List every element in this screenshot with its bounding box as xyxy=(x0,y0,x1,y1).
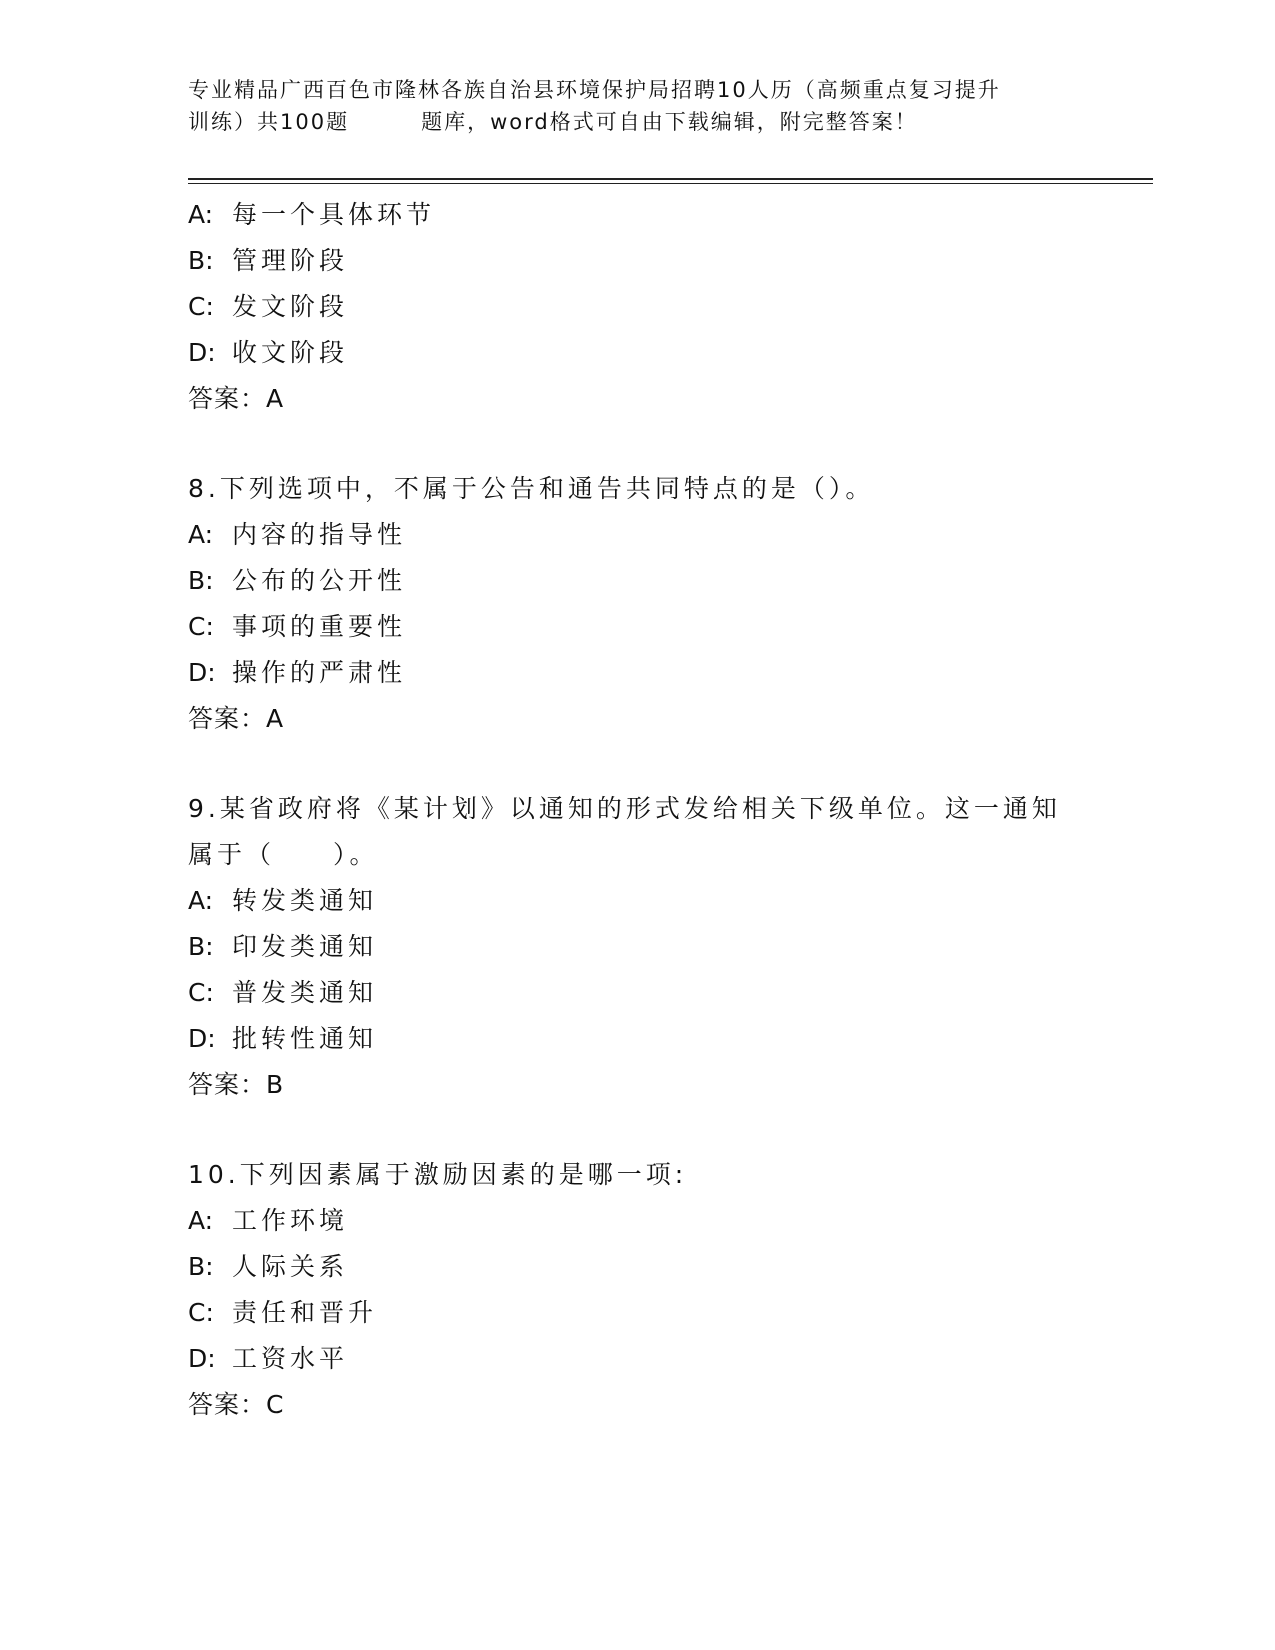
answer-line: 答案：B xyxy=(188,1070,285,1099)
question-stem: 8.下列选项中，不属于公告和通告共同特点的是（）。 xyxy=(188,474,875,503)
option-text: 工资水平 xyxy=(232,1344,349,1373)
question-7 xyxy=(188,192,1088,422)
option-text: 操作的严肃性 xyxy=(232,658,407,687)
option-d xyxy=(188,1336,1088,1382)
header-rule-thick xyxy=(188,178,1153,180)
option-text: 批转性通知 xyxy=(232,1024,378,1053)
question-8 xyxy=(188,466,1088,742)
option-a xyxy=(188,878,1088,924)
option-a xyxy=(188,1198,1088,1244)
option-letter: B: xyxy=(188,246,214,275)
answer-line: 答案：A xyxy=(188,384,285,413)
header-rule-thin xyxy=(188,183,1153,184)
option-letter: D: xyxy=(188,338,216,367)
option-text: 收文阶段 xyxy=(232,338,349,367)
option-text: 责任和晋升 xyxy=(232,1298,378,1327)
option-c xyxy=(188,1290,1088,1336)
option-letter: C: xyxy=(188,978,214,1007)
option-text: 印发类通知 xyxy=(232,932,378,961)
answer-line: 答案：C xyxy=(188,1390,285,1419)
option-text: 普发类通知 xyxy=(232,978,378,1007)
option-c xyxy=(188,284,1088,330)
question-9 xyxy=(188,786,1088,1108)
question-10 xyxy=(188,1152,1088,1428)
option-b xyxy=(188,238,1088,284)
header-title-line-2 xyxy=(188,106,1088,138)
option-letter: A: xyxy=(188,200,214,229)
option-text: 人际关系 xyxy=(232,1252,349,1281)
option-letter: B: xyxy=(188,1252,214,1281)
option-text: 每一个具体环节 xyxy=(232,200,436,229)
header-title-line-1: 专业精品广西百色市隆林各族自治县环境保护局招聘10人历（高频重点复习提升 xyxy=(188,78,1001,102)
option-letter: A: xyxy=(188,520,214,549)
option-text: 工作环境 xyxy=(232,1206,349,1235)
option-letter: D: xyxy=(188,658,216,687)
option-letter: D: xyxy=(188,1344,216,1373)
option-letter: B: xyxy=(188,932,214,961)
document-header xyxy=(188,74,1088,138)
option-c xyxy=(188,604,1088,650)
option-a xyxy=(188,512,1088,558)
option-d xyxy=(188,650,1088,696)
option-b xyxy=(188,1244,1088,1290)
option-text: 事项的重要性 xyxy=(232,612,407,641)
header-title-part-b: 题库，word格式可自由下载编辑，附完整答案！ xyxy=(421,110,918,134)
option-letter: A: xyxy=(188,886,214,915)
option-letter: C: xyxy=(188,612,214,641)
answer-line: 答案：A xyxy=(188,704,285,733)
option-b xyxy=(188,924,1088,970)
option-b xyxy=(188,558,1088,604)
option-text: 管理阶段 xyxy=(232,246,349,275)
question-stem-line-1: 9.某省政府将《某计划》以通知的形式发给相关下级单位。这一通知 xyxy=(188,794,1061,823)
option-letter: A: xyxy=(188,1206,214,1235)
option-d xyxy=(188,1016,1088,1062)
option-text: 发文阶段 xyxy=(232,292,349,321)
question-stem: 10.下列因素属于激励因素的是哪一项: xyxy=(188,1160,688,1189)
option-letter: B: xyxy=(188,566,214,595)
option-letter: D: xyxy=(188,1024,216,1053)
option-c xyxy=(188,970,1088,1016)
question-list xyxy=(188,192,1088,1428)
header-title-part-a: 训练）共100题 xyxy=(188,110,350,134)
option-letter: C: xyxy=(188,292,214,321)
option-letter: C: xyxy=(188,1298,214,1327)
option-text: 转发类通知 xyxy=(232,886,378,915)
option-a xyxy=(188,192,1088,238)
option-text: 内容的指导性 xyxy=(232,520,407,549)
option-text: 公布的公开性 xyxy=(232,566,407,595)
option-d xyxy=(188,330,1088,376)
question-stem-line-2: 属于（ ）。 xyxy=(188,840,379,869)
